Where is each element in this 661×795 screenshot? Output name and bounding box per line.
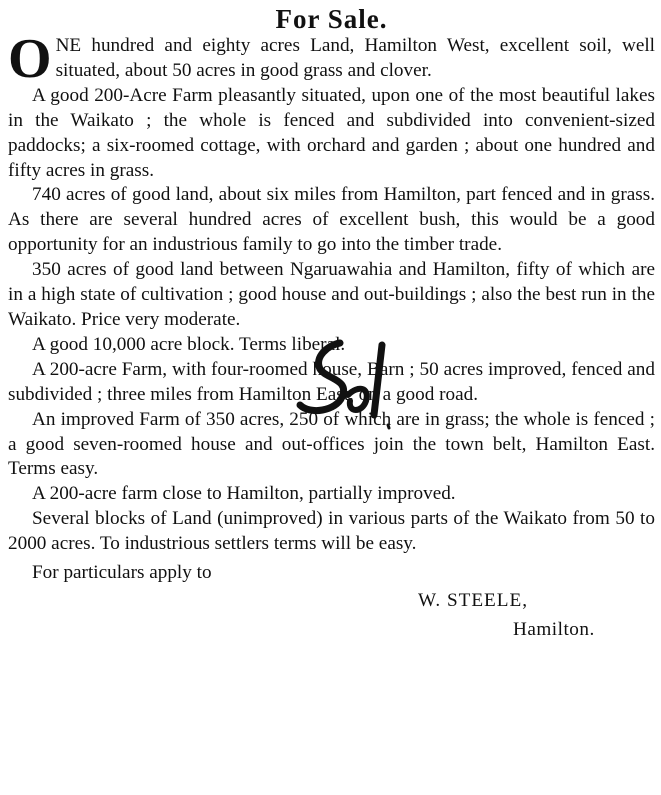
apply-text: For particulars apply to — [32, 562, 212, 584]
signature-name: W. STEELE, — [418, 590, 529, 612]
listing-8: A 200-acre farm close to Hamilton, partially improved. — [32, 483, 456, 505]
listing-1-text: NE hundred and eighty acres Land, Hamilton West, excellent soil, well situated, about 50 acres in good grass and clover. — [55, 35, 655, 81]
drop-cap: O — [8, 28, 52, 90]
ad-title: For Sale. — [275, 4, 388, 34]
listing-7: An improved Farm of 350 acres, 250 of which are in grass; the whole is fenced ; a good seven-roomed house and out-offices join the town belt, Hamilton East. Terms easy. — [8, 408, 655, 480]
listing-3: 740 acres of good land, about six miles from Hamilton, part fenced and in grass. As there are several hundred acres of excellent bush, this would be a good opportunity for an industrious family to go into the timber trade. — [8, 184, 655, 256]
listing-5: A good 10,000 acre block. Terms liberal. — [32, 333, 346, 355]
listing-2: A good 200-Acre Farm pleasantly situated, upon one of the most beautiful lakes in the Waikato ; the whole is fenced and subdivided into convenient-sized paddocks; a six-roomed cottage, with orchard and garden ; about one hundred and fifty acres in grass. — [8, 84, 655, 181]
listing-1 — [8, 28, 655, 90]
listing-9: Several blocks of Land (unimproved) in various parts of the Waikato from 50 to 2000 acres. To industrious settlers terms will be easy. — [8, 508, 655, 555]
listing-4: 350 acres of good land between Ngaruawahia and Hamilton, fifty of which are in a high state of cultivation ; good house and out-buildings ; also the best run in the Waikato. Price very moderate. — [8, 259, 655, 330]
listing-6: A 200-acre Farm, with four-roomed house, Barn ; 50 acres improved, fenced and subdivided ; three miles from Hamilton East, on a good road. — [8, 358, 655, 405]
signature-place: Hamilton. — [513, 619, 595, 641]
